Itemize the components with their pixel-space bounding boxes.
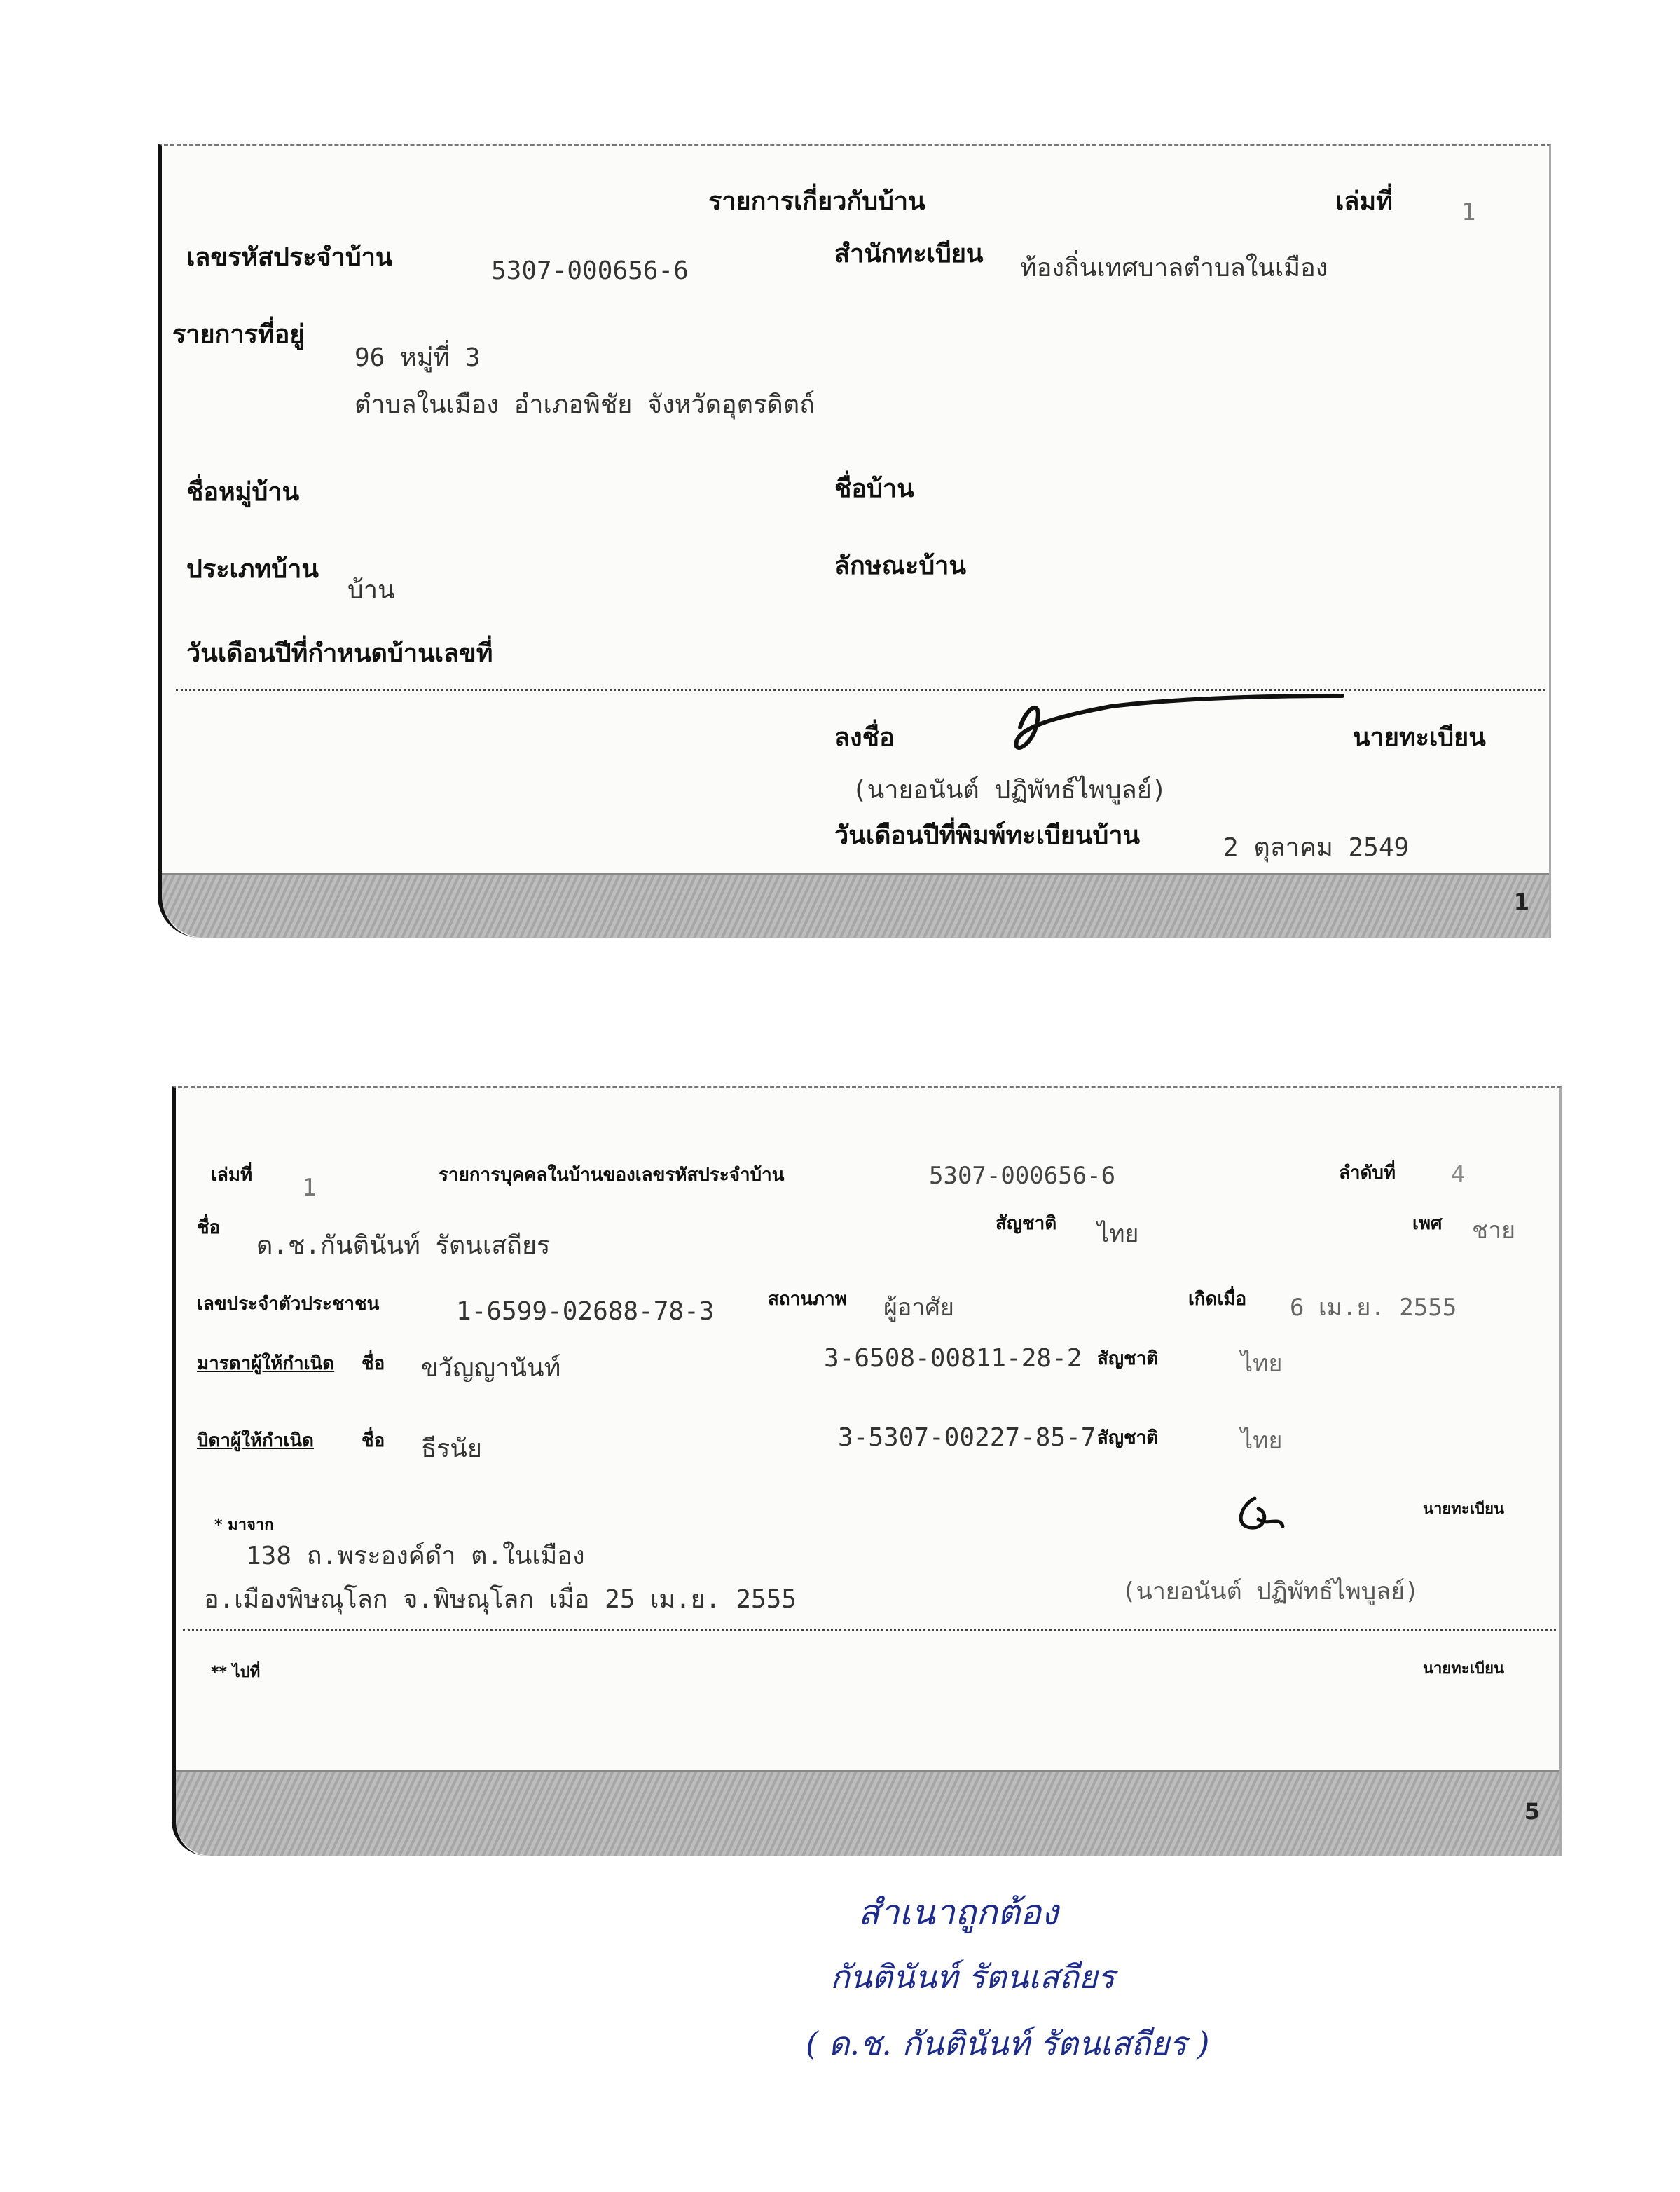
moved-from-label: * มาจาก [214,1516,274,1534]
status-label: สถานภาพ [768,1289,847,1310]
card-footer-band [176,1770,1559,1856]
mother-label: มารดาผู้ให้กำเนิด [197,1353,335,1374]
person-details-card [172,1086,1562,1856]
father-name-label: ชื่อ [362,1430,385,1451]
moved-from-line-1: 138 ถ.พระองค์ดำ ต.ในเมือง [246,1542,585,1570]
order-label: ลำดับที่ [1339,1163,1396,1184]
status-value: ผู้อาศัย [883,1294,954,1322]
certifier-signature-text: กันตินันท์ รัตนเสถียร [830,1958,1115,1996]
birth-date-label: เกิดเมื่อ [1188,1289,1247,1310]
house-name-label: ชื่อบ้าน [834,474,914,503]
house-code-value: 5307-000656-6 [929,1162,1116,1190]
name-label: ชื่อ [197,1217,221,1238]
person-name: ด.ช.กันตินันท์ รัตนเสถียร [256,1231,551,1260]
page-number: 5 [1524,1798,1540,1825]
section-divider [183,1629,1556,1631]
moved-to-registrar-label: นายทะเบียน [1423,1660,1505,1678]
house-type-label: ประเภทบ้าน [186,555,319,584]
mother-name-label: ชื่อ [362,1353,385,1374]
father-id: 3-5307-00227-85-7 [838,1423,1096,1452]
house-nature-label: ลักษณะบ้าน [834,552,966,580]
book-number-label: เล่มที่ [1335,187,1393,216]
sign-label: ลงชื่อ [834,723,895,752]
house-card-title: รายการเกี่ยวกับบ้าน [708,187,925,216]
print-date-value: 2 ตุลาคม 2549 [1223,833,1410,862]
certifier-printed-name: ( ด.ช. กันตินันท์ รัตนเสถียร ) [806,2025,1210,2062]
moved-from-registrar-label: นายทะเบียน [1423,1500,1505,1518]
address-line-2: ตำบลในเมือง อำเภอพิชัย จังหวัดอุตรดิตถ์ [354,390,815,419]
print-date-label: วันเดือนปีที่พิมพ์ทะเบียนบ้าน [834,821,1141,850]
mother-nationality-value: ไทย [1241,1350,1283,1378]
registrar-label: นายทะเบียน [1353,723,1486,752]
registrar-name: (นายอนันต์ ปฏิพัทธ์ไพบูลย์) [1122,1577,1419,1605]
citizen-id-label: เลขประจำตัวประชาชน [197,1294,380,1315]
page-number: 1 [1513,889,1529,915]
date-assigned-label: วันเดือนปีที่กำหนดบ้านเลขที่ [186,639,493,668]
order-value: 4 [1451,1160,1466,1189]
nationality-value: ไทย [1097,1220,1139,1248]
address-label: รายการที่อยู่ [172,320,305,349]
moved-to-label: ** ไปที่ [211,1664,261,1681]
house-code-value: 5307-000656-6 [491,256,689,285]
moved-from-line-2: อ.เมืองพิษณุโลก จ.พิษณุโลก เมื่อ 25 เม.ย. 2555 [204,1585,797,1614]
registrar-signature [999,678,1363,769]
registrar-name: (นายอนันต์ ปฏิพัทธ์ไพบูลย์) [852,776,1167,804]
house-type-value: บ้าน [347,576,395,605]
father-label: บิดาผู้ให้กำเนิด [197,1430,314,1451]
card-footer-band [162,873,1549,938]
father-nationality-label: สัญชาติ [1097,1427,1159,1448]
registrar-initial-signature [1227,1491,1290,1540]
book-number-label: เล่มที่ [211,1165,253,1186]
person-card-title: รายการบุคคลในบ้านของเลขรหัสประจำบ้าน [439,1165,785,1186]
sex-value: ชาย [1472,1217,1516,1245]
address-line-1: 96 หมู่ที่ 3 [354,343,481,372]
certified-copy-note: สำเนาถูกต้อง [858,1892,1059,1933]
registration-office-value: ท้องถิ่นเทศบาลตำบลในเมือง [1020,254,1328,282]
birth-date-value: 6 เม.ย. 2555 [1290,1294,1457,1322]
sex-label: เพศ [1412,1213,1443,1234]
house-details-card [158,144,1551,938]
mother-id: 3-6508-00811-28-2 [824,1344,1082,1373]
citizen-id-value: 1-6599-02688-78-3 [456,1297,715,1326]
village-name-label: ชื่อหมู่บ้าน [186,478,300,507]
father-name: ธีรนัย [421,1434,483,1463]
book-number-value: 1 [302,1174,317,1202]
book-number-value: 1 [1461,198,1476,226]
father-nationality-value: ไทย [1241,1427,1283,1455]
house-code-label: เลขรหัสประจำบ้าน [186,243,393,272]
nationality-label: สัญชาติ [996,1213,1057,1234]
mother-name: ขวัญญานันท์ [421,1354,561,1383]
registration-office-label: สำนักทะเบียน [834,240,984,268]
mother-nationality-label: สัญชาติ [1097,1348,1159,1369]
